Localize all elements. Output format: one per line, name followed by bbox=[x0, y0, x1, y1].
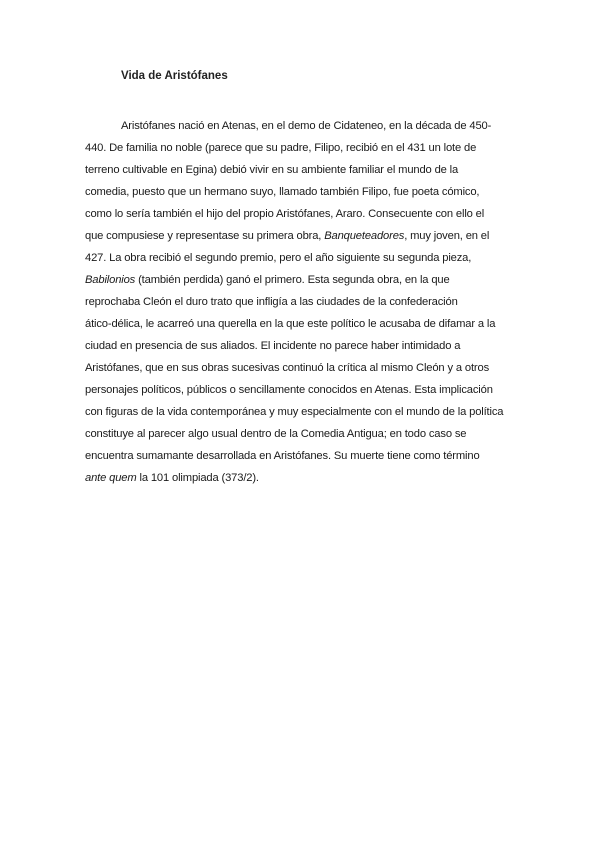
line-text: comedia, puesto que un hermano suyo, llamado también Filipo, fue poeta cómico, bbox=[85, 186, 480, 198]
line-text: 440. De familia no noble (parece que su padre, Filipo, recibió en el 431 un lote de bbox=[85, 142, 477, 154]
body-line bbox=[85, 225, 515, 247]
line-text: con figuras de la vida contemporánea y muy especialmente con el mundo de la política bbox=[85, 406, 504, 418]
line-text: terreno cultivable en Egina) debió vivir en su ambiente familiar el mundo de la bbox=[85, 164, 459, 176]
line-text: como lo sería también el hijo del propio Aristófanes, Araro. Consecuente con ello el bbox=[85, 208, 485, 220]
body-line bbox=[85, 269, 515, 291]
body-line bbox=[85, 335, 515, 357]
latin-phrase-italic: ante quem bbox=[85, 472, 137, 484]
body-line bbox=[85, 445, 515, 467]
line-text: , muy joven, en el bbox=[404, 230, 490, 242]
work-title-italic: Banqueteadores bbox=[324, 230, 405, 242]
body-line bbox=[85, 159, 515, 181]
body-line bbox=[85, 291, 515, 313]
line-text: ático-délica, le acarreó una querella en la que este político le acusaba de difamar a la bbox=[85, 318, 496, 330]
line-text: (también perdida) ganó el primero. Esta segunda obra, en la que bbox=[135, 274, 450, 286]
line-text: que compusiese y representase su primera obra, bbox=[85, 230, 325, 242]
line-text: constituye al parecer algo usual dentro de la Comedia Antigua; en todo caso se bbox=[85, 428, 467, 440]
line-text: Aristófanes nació en Atenas, en el demo de Cidateneo, en la década de 450- bbox=[121, 120, 492, 132]
line-text: 427. La obra recibió el segundo premio, pero el año siguiente su segunda pieza, bbox=[85, 252, 472, 264]
body-line bbox=[85, 467, 515, 489]
line-text: encuentra sumamante desarrollada en Aristófanes. Su muerte tiene como término bbox=[85, 450, 480, 462]
line-text: personajes políticos, públicos o sencillamente conocidos en Atenas. Esta implicación bbox=[85, 384, 493, 396]
body-line bbox=[85, 401, 515, 423]
document-body bbox=[85, 115, 515, 489]
body-line bbox=[85, 423, 515, 445]
body-line bbox=[85, 357, 515, 379]
body-line bbox=[85, 313, 515, 335]
body-line bbox=[85, 247, 515, 269]
body-line bbox=[85, 137, 515, 159]
body-line bbox=[85, 203, 515, 225]
line-text: ciudad en presencia de sus aliados. El incidente no parece haber intimidado a bbox=[85, 340, 461, 352]
line-text: reprochaba Cleón el duro trato que infligía a las ciudades de la confederación bbox=[85, 296, 458, 308]
line-text: la 101 olimpiada (373/2). bbox=[136, 472, 259, 484]
body-line bbox=[85, 115, 515, 137]
document-title: Vida de Aristófanes bbox=[121, 70, 228, 82]
line-text: Aristófanes, que en sus obras sucesivas continuó la crítica al mismo Cleón y a otros bbox=[85, 362, 490, 374]
body-line bbox=[85, 379, 515, 401]
body-line bbox=[85, 181, 515, 203]
work-title-italic: Babilonios bbox=[85, 274, 136, 286]
